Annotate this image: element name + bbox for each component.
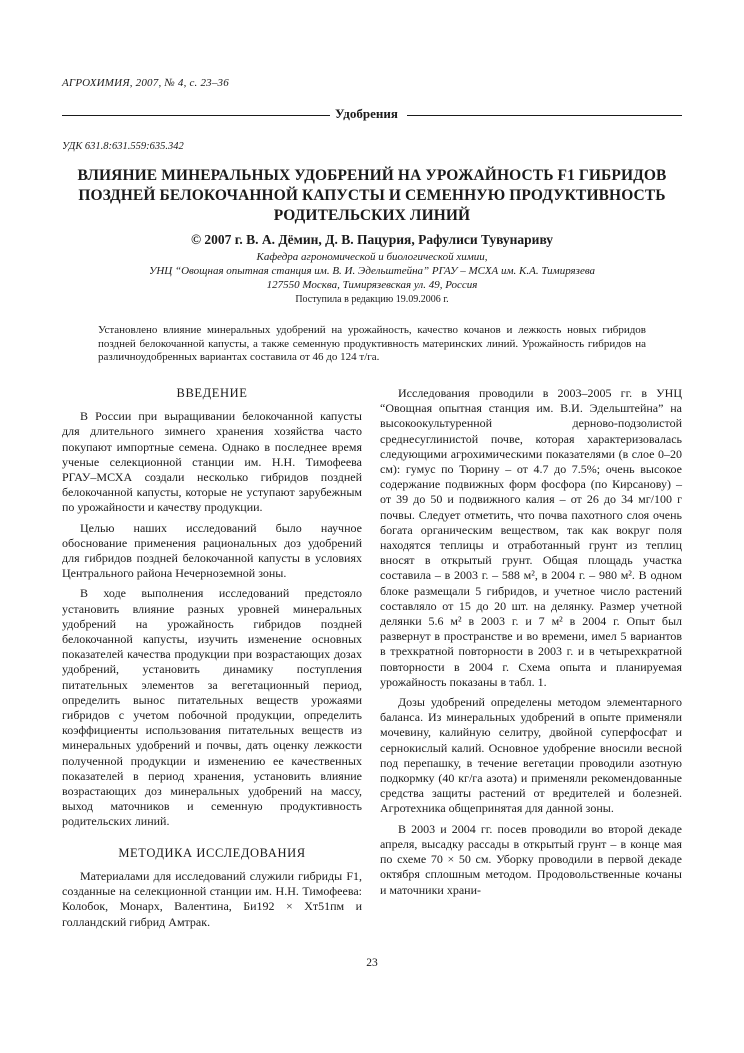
section-rule-left [62, 115, 330, 116]
heading-introduction: ВВЕДЕНИЕ [176, 386, 248, 400]
affiliation-dept: Кафедра агрономической и биологической химии, [256, 251, 488, 263]
section-rule-right [407, 115, 682, 116]
left-column [62, 386, 362, 930]
paragraph: В 2003 и 2004 гг. посев проводили во второй декаде апреля, высадку рассады в открытый грунт – в конце мая по схеме 70 × 50 см. Уборку проводили в первой декаде октября сплошным методом. Продовольственные кочаны и маточники храни- [380, 821, 682, 897]
abstract: Установлено влияние минеральных удобрений на урожайность, качество кочанов и лежкость новых гибридов поздней белокочанной капусты, а также семенную продуктивность материнских линий. Урожайность гибридов на различноудобренных вариантах составила от 46 до 124 т/га. [98, 324, 646, 363]
udk-code: УДК 631.8:631.559:635.342 [62, 141, 184, 152]
journal-citation: АГРОХИМИЯ, 2007, № 4, с. 23–36 [62, 77, 229, 89]
paragraph: Целью наших исследований было научное обоснование применения рациональных доз удобрений для гибридов поздней белокочанной капусты в условиях Центрального района Нечерноземной зоны. [62, 520, 362, 581]
paragraph: Исследования проводили в 2003–2005 гг. в УНЦ “Овощная опытная станция им. В.И. Эдельштейна” на высокоокультуренной дерново-подзолистой среднесуглинистой почве, которая характеризовалась следующими агрохимическими показателями (в слое 0–20 см): гумус по Тюрину – от 4.7 до 7.5%; очень высокое содержание подвижных форм фосфора (по Кирсанову) – от 39 до 50 и подвижного калия – от 26 до 34 мг/100 г почвы. Следует отметить, что почва пахотного слоя очень богата органическим веществом, так как вокруг поля находятся теплицы и отработанный грунт из теплиц вносят в открытый грунт. Общая площадь участка составила – в 2003 г. – 588 м², в 2004 г. – 980 м². В одном блоке размещали 5 гибридов, и учетное число растений составляло от 15 до 20 шт. на делянку. Размер учетной делянки 5.6 м² в 2003 г. и 7 м² в 2004 г. Опыт был развернут в пространстве и во времени, имел 5 вариантов в трехкратной повторности в 2003 г. и в четырехкратной повторности в 2004 г. Схема опыта и планируемая урожайность показаны в табл. 1. [380, 386, 682, 689]
affiliation [62, 250, 682, 292]
article-title: ВЛИЯНИЕ МИНЕРАЛЬНЫХ УДОБРЕНИЙ НА УРОЖАЙНОСТЬ F1 ГИБРИДОВ ПОЗДНЕЙ БЕЛОКОЧАННОЙ КАПУСТЫ И СЕМЕННУЮ ПРОДУКТИВНОСТЬ РОДИТЕЛЬСКИХ ЛИНИЙ [77, 167, 667, 224]
affiliation-address: 127550 Москва, Тимирязевская ул. 49, Россия [266, 279, 478, 291]
heading-methods: МЕТОДИКА ИССЛЕДОВАНИЯ [118, 845, 306, 860]
paragraph: Материалами для исследований служили гибриды F1, созданные на селекционной станции им. Н.Н. Тимофеева: Колобок, Монарх, Валентина, Би192 × Хт51пм и голландский гибрид Амтрак. [62, 868, 362, 929]
section-label: Удобрения [335, 106, 398, 121]
affiliation-station: УНЦ “Овощная опытная станция им. В. И. Эдельштейна” РГАУ – МСХА им. К.А. Тимирязева [148, 265, 596, 277]
right-column [380, 386, 682, 898]
paragraph: В ходе выполнения исследований предстояло установить влияние разных уровней минеральных удобрений на урожайность гибридов поздней белокочанной капусты, изучить изменение основных показателей качества продукции при возрастающих дозах удобрений, установить динамику поступления питательных элементов за вегетационный период, определить вынос питательных веществ урожаями гибридов с учетом побочной продукции, определить коэффициенты использования питательных веществ из минеральных удобрений и почвы, дать оценку лежкости полученной продукции и изменению ее качественных показателей в период хранения, установить влияние возрастающих доз минеральных удобрений на массу, выход маточников и семенную продуктивность родительских линий. [62, 586, 362, 829]
paragraph: Дозы удобрений определены методом элементарного баланса. Из минеральных удобрений в опыте применяли мочевину, калийную селитру, двойной суперфосфат и сернокислый калий. Основное удобрение вносили весной под перепашку, в течение вегетации проводили азотную подкормку (40 кг/га азота) и применяли рекомендованные средства защиты растений от вредителей и болезней. Агротехника общепринятая для данной зоны. [380, 695, 682, 816]
received-date: Поступила в редакцию 19.09.2006 г. [295, 294, 449, 305]
paragraph: В России при выращивании белокочанной капусты для длительного зимнего хранения хозяйства часто покупают импортные семена. Однако в последнее время ученые селекционной станции им. Н.Н. Тимофеева РГАУ–МСХА создали несколько гибридов поздней белокочанной капусты, которые не уступают зарубежным по урожайности и качеству продукции. [62, 409, 362, 515]
page-number: 23 [366, 957, 378, 969]
section-header [62, 106, 682, 121]
authors: © 2007 г. В. А. Дёмин, Д. В. Пацурия, Рафулиси Тувунариву [190, 232, 554, 247]
